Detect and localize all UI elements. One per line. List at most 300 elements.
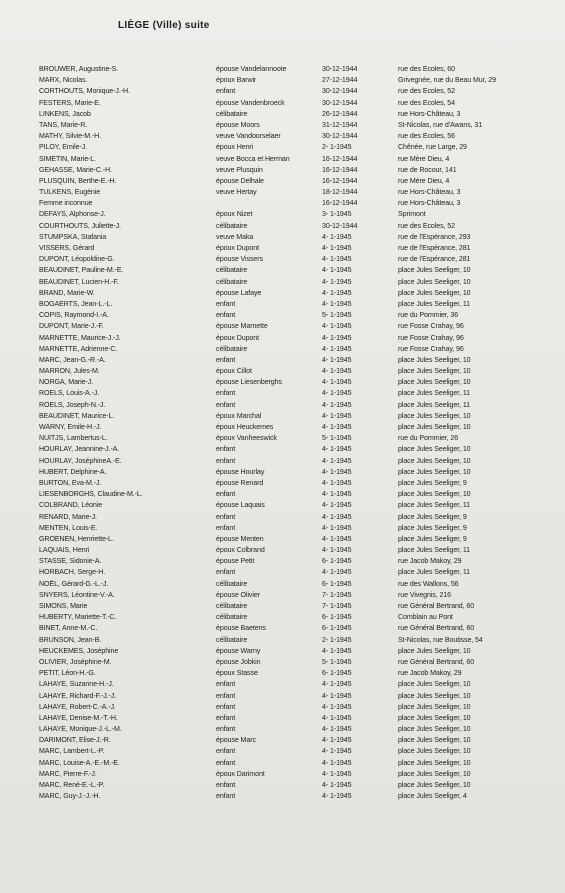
list-item	[0, 590, 565, 601]
address: place Jules Seeliger, 11	[398, 546, 471, 555]
list-item	[0, 165, 565, 176]
list-item	[0, 567, 565, 578]
list-item	[0, 444, 565, 455]
list-item	[0, 791, 565, 802]
address: place Jules Seeliger, 10	[398, 725, 471, 734]
death-date: 4- 1-1945	[322, 747, 352, 756]
person-name: COLBRAND, Léonie	[39, 501, 103, 510]
address: Chênée, rue Large, 29	[398, 143, 467, 152]
person-name: VISSERS, Gérard	[39, 244, 95, 252]
person-name: MARC, Louise-A.-E.-M.-E.	[39, 758, 120, 767]
relation-status: enfant	[216, 456, 236, 465]
person-name: DUPONT, Léopoldine-G.	[39, 255, 115, 264]
address: place Jules Seeliger, 10	[398, 702, 471, 711]
address: place Jules Seeliger, 11	[398, 299, 471, 308]
relation-status: époux Barwir	[216, 76, 257, 85]
person-name: CORTHOUTS, Monique-J.-H.	[39, 87, 130, 96]
list-item	[0, 187, 565, 198]
person-name: OLIVIER, Joséphine-M.	[39, 657, 112, 666]
address: place Jules Seeliger, 10	[398, 378, 471, 387]
person-name: LAHAYE, Richard-F.-J.-J.	[39, 691, 117, 700]
death-date: 4- 1-1945	[322, 691, 352, 700]
list-item	[0, 64, 565, 75]
relation-status: épouse Vandenbroeck	[216, 98, 285, 107]
address: rue Hors-Château, 3	[398, 199, 461, 208]
address: place Jules Seeliger, 10	[398, 456, 471, 465]
address: place Jules Seeliger, 10	[398, 490, 471, 499]
person-name: LAHAYE, Monique-J.-L.-M.	[39, 725, 122, 734]
person-name: BEAUDINET, Maurice-L.	[39, 411, 115, 420]
person-name: HORBACH, Serge-H.	[39, 568, 106, 577]
address: rue de l'Espérance, 281	[398, 255, 471, 264]
relation-status: enfant	[216, 355, 236, 364]
death-date: 4- 1-1945	[322, 266, 352, 275]
relation-status: célibataire	[216, 602, 248, 610]
person-name: NOËL, Gérard-G.-L.-J.	[39, 579, 109, 588]
list-item	[0, 724, 565, 735]
list-item	[0, 355, 565, 366]
address: place Jules Seeliger, 11	[398, 568, 471, 577]
person-name: HOURLAY, Jeannine-J.-A.	[39, 445, 120, 454]
address: rue des Ecoles, 52	[398, 221, 455, 230]
list-item	[0, 265, 565, 276]
list-item	[0, 635, 565, 646]
relation-status: enfant	[216, 311, 236, 320]
list-item	[0, 333, 565, 344]
address: place Jules Seeliger, 10	[398, 691, 471, 700]
death-date: 6- 1-1945	[322, 613, 352, 622]
list-item	[0, 288, 565, 299]
list-item	[0, 512, 565, 523]
list-item	[0, 668, 565, 679]
list-item	[0, 411, 565, 422]
address: place Jules Seeliger, 10	[398, 367, 471, 376]
death-date: 4- 1-1945	[322, 501, 352, 510]
person-name: MARC, Guy-J.-J.-H.	[39, 792, 101, 801]
death-date: 30-12-1944	[322, 98, 358, 107]
death-date: 4- 1-1945	[322, 244, 352, 252]
relation-status: célibataire	[216, 277, 248, 286]
death-date: 7- 1-1945	[322, 590, 352, 599]
person-name: MARC, Pierre-F.-J.	[39, 769, 97, 778]
person-name: TULKENS, Eugénie	[39, 188, 101, 197]
address: rue de l'Espérance, 293	[398, 232, 471, 241]
death-date: 31-12-1944	[322, 120, 358, 129]
relation-status: époux Colbrand	[216, 546, 265, 555]
person-name: MARC, René-E.-L.-P.	[39, 781, 105, 789]
list-item	[0, 702, 565, 713]
address: place Jules Seeliger, 10	[398, 758, 471, 767]
person-name: TANS, Marie-R.	[39, 120, 88, 129]
list-item	[0, 422, 565, 433]
person-name: HOURLAY, JoséphineA.-E.	[39, 456, 122, 465]
relation-status: épouse Petit	[216, 557, 255, 566]
death-date: 4- 1-1945	[322, 769, 352, 778]
address: rue Général Bertrand, 60	[398, 602, 475, 610]
victim-list	[0, 64, 565, 802]
relation-status: enfant	[216, 87, 236, 96]
relation-status: enfant	[216, 568, 236, 577]
person-name: WARNY, Emile-H.-J.	[39, 423, 102, 431]
relation-status: épouse Marnette	[216, 322, 268, 331]
relation-status: enfant	[216, 792, 236, 801]
address: place Jules Seeliger, 11	[398, 389, 471, 398]
list-item	[0, 780, 565, 791]
list-item	[0, 209, 565, 220]
address: rue des Ecoles, 54	[398, 98, 455, 107]
person-name: BROUWER, Augustine-S.	[39, 65, 119, 73]
relation-status: épouse Delhale	[216, 176, 264, 185]
death-date: 4- 1-1945	[322, 445, 352, 454]
person-name: COPIS, Raymond-I.-A.	[39, 311, 109, 320]
relation-status: enfant	[216, 523, 236, 532]
relation-status: enfant	[216, 725, 236, 734]
list-item	[0, 523, 565, 534]
address: rue Fosse Crahay, 96	[398, 344, 464, 353]
address: rue du Pommier, 36	[398, 311, 459, 320]
address: place Jules Seeliger, 10	[398, 781, 471, 789]
person-name: STUMPSKA, Stafania	[39, 232, 107, 241]
death-date: 4- 1-1945	[322, 713, 352, 722]
list-item	[0, 142, 565, 153]
address: rue Vivegnis, 216	[398, 590, 451, 599]
list-item	[0, 467, 565, 478]
person-name: HEUCKEMES, Joséphine	[39, 646, 119, 655]
address: place Jules Seeliger, 10	[398, 355, 471, 364]
person-name: BINET, Anne-M.-C.	[39, 624, 98, 633]
death-date: 4- 1-1945	[322, 736, 352, 745]
relation-status: veuve Vandoorselaer	[216, 132, 281, 141]
relation-status: enfant	[216, 389, 236, 398]
address: rue Fosse Crahay, 96	[398, 333, 464, 342]
person-name: GROENEN, Henriette-L.	[39, 534, 114, 543]
relation-status: épouse Lafaye	[216, 288, 262, 297]
address: place Jules Seeliger, 10	[398, 411, 471, 420]
relation-status: célibataire	[216, 579, 248, 588]
address: place Jules Seeliger, 9	[398, 534, 467, 543]
relation-status: époux Dupont	[216, 244, 259, 252]
person-name: DUPONT, Marie-J.-F.	[39, 322, 104, 331]
list-item	[0, 478, 565, 489]
list-item	[0, 691, 565, 702]
list-item	[0, 657, 565, 668]
relation-status: célibataire	[216, 344, 248, 353]
death-date: 3- 1-1945	[322, 210, 352, 219]
address: place Jules Seeliger, 9	[398, 478, 467, 487]
page-title: LIÈGE (Ville) suite	[118, 20, 210, 31]
list-item	[0, 131, 565, 142]
relation-status: épouse Liesenberghs	[216, 378, 282, 387]
person-name: LAHAYE, Suzanne-H.-J.	[39, 680, 114, 689]
death-date: 4- 1-1945	[322, 378, 352, 387]
death-date: 5- 1-1945	[322, 657, 352, 666]
person-name: SIMETIN, Marie-L.	[39, 154, 97, 163]
address: rue Mère Dieu, 4	[398, 154, 450, 163]
death-date: 16-12-1944	[322, 199, 358, 208]
death-date: 4- 1-1945	[322, 355, 352, 364]
address: rue Mère Dieu, 4	[398, 176, 450, 185]
person-name: BEAUDINET, Pauline-M.-E.	[39, 266, 124, 275]
address: rue Hors-Château, 3	[398, 188, 461, 197]
person-name: MARRON, Jules-M.	[39, 367, 100, 376]
person-name: STASSE, Sidonie-A.	[39, 557, 102, 566]
person-name: MARC, Lambert-L.-P.	[39, 747, 105, 756]
relation-status: enfant	[216, 702, 236, 711]
list-item	[0, 277, 565, 288]
death-date: 4- 1-1945	[322, 467, 352, 476]
relation-status: enfant	[216, 445, 236, 454]
address: place Jules Seeliger, 9	[398, 512, 467, 521]
relation-status: enfant	[216, 691, 236, 700]
relation-status: épouse Vandelannoote	[216, 65, 287, 73]
list-item	[0, 545, 565, 556]
death-date: 4- 1-1945	[322, 456, 352, 465]
death-date: 4- 1-1945	[322, 423, 352, 431]
person-name: MARC, Jean-G.-R.-A.	[39, 355, 106, 364]
relation-status: épouse Renard	[216, 478, 264, 487]
list-item	[0, 489, 565, 500]
address: place Jules Seeliger, 10	[398, 266, 471, 275]
death-date: 4- 1-1945	[322, 344, 352, 353]
address: place Jules Seeliger, 10	[398, 445, 471, 454]
list-item	[0, 456, 565, 467]
list-item	[0, 400, 565, 411]
death-date: 18-12-1944	[322, 188, 358, 197]
death-date: 6- 1-1945	[322, 669, 352, 678]
relation-status: enfant	[216, 713, 236, 722]
address: rue du Pommier, 26	[398, 434, 459, 443]
relation-status: épouse Marc	[216, 736, 256, 745]
address: rue Jacob Makoy, 29	[398, 557, 462, 566]
death-date: 4- 1-1945	[322, 400, 352, 409]
death-date: 16-12-1944	[322, 154, 358, 163]
death-date: 5- 1-1945	[322, 311, 352, 320]
death-date: 26-12-1944	[322, 109, 358, 118]
address: place Jules Seeliger, 10	[398, 423, 471, 431]
person-name: PLUSQUIN, Berthe-E.-H.	[39, 176, 117, 185]
death-date: 4- 1-1945	[322, 534, 352, 543]
death-date: 30-12-1944	[322, 65, 358, 73]
person-name: BOGAERTS, Jean-L.-L.	[39, 299, 113, 308]
address: place Jules Seeliger, 4	[398, 792, 467, 801]
relation-status: épouse Vissers	[216, 255, 263, 264]
list-item	[0, 310, 565, 321]
death-date: 4- 1-1945	[322, 490, 352, 499]
list-item	[0, 243, 565, 254]
relation-status: époux Cillot	[216, 367, 252, 376]
death-date: 4- 1-1945	[322, 512, 352, 521]
address: place Jules Seeliger, 10	[398, 288, 471, 297]
relation-status: époux Henri	[216, 143, 254, 152]
death-date: 4- 1-1945	[322, 299, 352, 308]
death-date: 4- 1-1945	[322, 725, 352, 734]
person-name: ROELS, Joseph-N.-J.	[39, 400, 106, 409]
person-name: GEHASSE, Marie-C.-H.	[39, 165, 112, 174]
address: place Jules Seeliger, 11	[398, 400, 471, 409]
relation-status: veuve Bocca et Herman	[216, 154, 290, 163]
relation-status: veuve Hertay	[216, 188, 257, 197]
list-item	[0, 713, 565, 724]
person-name: BRAND, Marie-W.	[39, 288, 95, 297]
person-name: PILOY, Emile-J.	[39, 143, 88, 152]
address: rue Hors-Château, 3	[398, 109, 461, 118]
death-date: 16-12-1944	[322, 165, 358, 174]
relation-status: enfant	[216, 680, 236, 689]
death-date: 27-12-1944	[322, 76, 358, 85]
person-name: ROELS, Louis-A.-J.	[39, 389, 100, 398]
death-date: 4- 1-1945	[322, 367, 352, 376]
person-name: MARNETTE, Maurice-J.-J.	[39, 333, 121, 342]
person-name: LINKENS, Jacob	[39, 109, 91, 118]
death-date: 4- 1-1945	[322, 232, 352, 241]
person-name: LIESENBORGHS, Claudine-M.-L.	[39, 490, 143, 499]
person-name: DEFAYS, Alphonse-J.	[39, 210, 106, 219]
address: rue de l'Espérance, 281	[398, 244, 471, 252]
relation-status: époux Dupont	[216, 333, 259, 342]
death-date: 2- 1-1945	[322, 635, 352, 644]
relation-status: enfant	[216, 512, 236, 521]
address: place Jules Seeliger, 10	[398, 467, 471, 476]
list-item	[0, 500, 565, 511]
address: rue Jacob Makoy, 29	[398, 669, 462, 678]
address: place Jules Seeliger, 10	[398, 736, 471, 745]
address: place Jules Seeliger, 11	[398, 501, 471, 510]
address: place Jules Seeliger, 9	[398, 523, 467, 532]
death-date: 30-12-1944	[322, 221, 358, 230]
death-date: 4- 1-1945	[322, 646, 352, 655]
relation-status: épouse Hourlay	[216, 467, 265, 476]
list-item	[0, 612, 565, 623]
address: rue des Ecoles, 52	[398, 87, 455, 96]
person-name: PETIT, Léon-H.-G.	[39, 669, 96, 678]
relation-status: célibataire	[216, 613, 248, 622]
person-name: MARNETTE, Adrienne-C.	[39, 344, 118, 353]
death-date: 5- 1-1945	[322, 434, 352, 443]
death-date: 4- 1-1945	[322, 758, 352, 767]
death-date: 4- 1-1945	[322, 568, 352, 577]
list-item	[0, 735, 565, 746]
death-date: 4- 1-1945	[322, 288, 352, 297]
list-item	[0, 534, 565, 545]
death-date: 4- 1-1945	[322, 277, 352, 286]
relation-status: enfant	[216, 781, 236, 789]
person-name: MENTEN, Louis-E.	[39, 523, 98, 532]
death-date: 6- 1-1945	[322, 624, 352, 633]
address: Sprimont	[398, 210, 426, 219]
relation-status: épouse Moors	[216, 120, 260, 129]
relation-status: célibataire	[216, 635, 248, 644]
list-item	[0, 344, 565, 355]
list-item	[0, 321, 565, 332]
address: Comblain au Pont	[398, 613, 453, 622]
death-date: 4- 1-1945	[322, 389, 352, 398]
person-name: COURTHOUTS, Juliette-J.	[39, 221, 121, 230]
list-item	[0, 769, 565, 780]
address: place Jules Seeliger, 10	[398, 747, 471, 756]
list-item	[0, 388, 565, 399]
address: rue de Rocour, 141	[398, 165, 457, 174]
relation-status: enfant	[216, 747, 236, 756]
death-date: 4- 1-1945	[322, 478, 352, 487]
list-item	[0, 646, 565, 657]
relation-status: époux Marchal	[216, 411, 262, 420]
list-item	[0, 623, 565, 634]
death-date: 4- 1-1945	[322, 333, 352, 342]
list-item	[0, 221, 565, 232]
list-item	[0, 579, 565, 590]
address: rue Général Bertrand, 60	[398, 624, 475, 633]
person-name: FESTERS, Marie-E.	[39, 98, 101, 107]
person-name: BURTON, Eva-M.-J.	[39, 478, 102, 487]
relation-status: époux Nizet	[216, 210, 253, 219]
list-item	[0, 377, 565, 388]
death-date: 4- 1-1945	[322, 680, 352, 689]
list-item	[0, 679, 565, 690]
person-name: LAQUAIS, Henri	[39, 546, 90, 555]
relation-status: enfant	[216, 758, 236, 767]
death-date: 4- 1-1945	[322, 702, 352, 711]
list-item	[0, 109, 565, 120]
relation-status: épouse Olivier	[216, 590, 260, 599]
relation-status: époux Heuckemes	[216, 423, 274, 431]
person-name: HUBERT, Delphine-A.	[39, 467, 107, 476]
address: rue des Ecoles, 56	[398, 132, 455, 141]
list-item	[0, 556, 565, 567]
relation-status: veuve Plusquin	[216, 165, 263, 174]
relation-status: veuve Maka	[216, 232, 254, 241]
address: place Jules Seeliger, 10	[398, 277, 471, 286]
death-date: 2- 1-1945	[322, 143, 352, 152]
relation-status: épouse Jobkin	[216, 657, 261, 666]
relation-status: épouse Laquais	[216, 501, 265, 510]
death-date: 30-12-1944	[322, 132, 358, 141]
relation-status: célibataire	[216, 109, 248, 118]
relation-status: époux Darimont	[216, 769, 265, 778]
death-date: 4- 1-1945	[322, 255, 352, 264]
death-date: 4- 1-1945	[322, 322, 352, 331]
address: rue Fosse Crahay, 96	[398, 322, 464, 331]
list-item	[0, 299, 565, 310]
relation-status: célibataire	[216, 221, 248, 230]
list-item	[0, 176, 565, 187]
person-name: MATHY, Silvie-M.-H.	[39, 132, 102, 141]
person-name: LAHAYE, Robert-C.-A.-J.	[39, 702, 116, 711]
list-item	[0, 232, 565, 243]
list-item	[0, 154, 565, 165]
death-date: 30-12-1944	[322, 87, 358, 96]
relation-status: enfant	[216, 299, 236, 308]
list-item	[0, 601, 565, 612]
death-date: 6- 1-1945	[322, 557, 352, 566]
relation-status: époux Vanheeswick	[216, 434, 277, 443]
address: St-Nicolas, rue d'Awans, 31	[398, 120, 483, 129]
list-item	[0, 75, 565, 86]
person-name: SIMONS, Marie	[39, 602, 88, 610]
person-name: BEAUDINET, Lucien-H.-F.	[39, 277, 119, 286]
relation-status: épouse Baetens	[216, 624, 266, 633]
death-date: 7- 1-1945	[322, 602, 352, 610]
address: rue des Ecoles, 60	[398, 65, 455, 73]
person-name: SNYERS, Léontine-V.-A.	[39, 590, 115, 599]
list-item	[0, 746, 565, 757]
address: rue des Wallons, 56	[398, 579, 459, 588]
person-name: DARIMONT, Elise-J.-R.	[39, 736, 111, 745]
address: Grivegnée, rue du Beau Mur, 29	[398, 76, 496, 85]
relation-status: époux Stasse	[216, 669, 258, 678]
relation-status: célibataire	[216, 266, 248, 275]
relation-status: enfant	[216, 400, 236, 409]
list-item	[0, 98, 565, 109]
